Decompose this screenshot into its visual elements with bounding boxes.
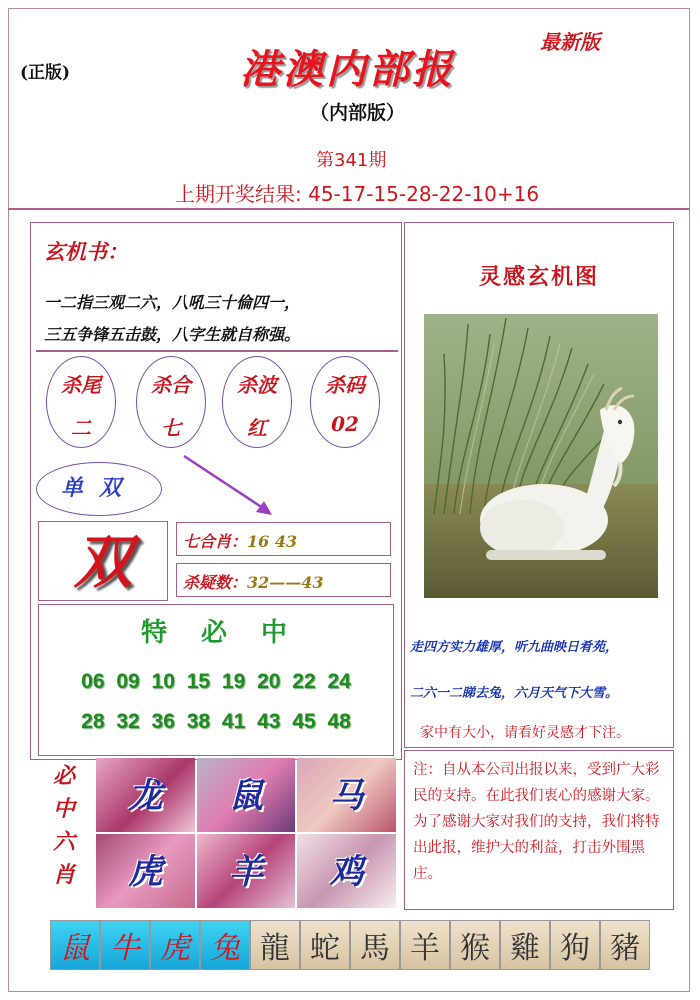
zodiac-cell — [197, 758, 296, 832]
zodiac-grid — [96, 758, 396, 908]
header-divider — [8, 208, 690, 210]
special-numbers-row-2: 28 32 36 38 41 43 45 48 — [81, 710, 351, 733]
xuanji-title: 玄机书： — [44, 239, 128, 264]
zodiac-char: 虎 — [128, 852, 163, 892]
xuanji-line-2: 三五争锋五击鼓，八字生就自称强。 — [44, 325, 301, 344]
zodiac-strip-cell: 狗 — [550, 920, 600, 970]
zodiac-char: 鼠 — [228, 776, 263, 816]
zodiac-side-char: 中 — [52, 796, 75, 822]
zodiac-strip-cell: 兔 — [200, 920, 250, 970]
zodiac-strip-cell: 猴 — [450, 920, 500, 970]
tip-value: 二 — [71, 416, 91, 440]
tip-label: 杀合 — [151, 373, 191, 397]
page-title: 港澳内部报 — [240, 46, 455, 93]
zodiac-char: 龙 — [128, 776, 163, 816]
zodiac-char: 羊 — [228, 852, 263, 892]
left-edition-label: (正版) — [20, 63, 71, 83]
zodiac-side-label — [44, 760, 84, 892]
zodiac-cell — [297, 834, 396, 908]
hint-line: 家中有大小，请看好灵感才下注。 — [420, 725, 630, 741]
tip-oval-wave — [222, 356, 292, 448]
tip-oval-combo — [136, 356, 206, 448]
zodiac-strip — [50, 920, 650, 970]
tip-value: 七 — [161, 416, 181, 440]
last-result-numbers: 45-17-15-28-22-10+16 — [308, 182, 540, 206]
verse-line-1: 走四方实力雄厚，听九曲映日肴苑， — [410, 640, 619, 655]
zodiac-strip-cell: 龍 — [250, 920, 300, 970]
zodiac-strip-cell: 蛇 — [300, 920, 350, 970]
tip-label: 杀波 — [237, 373, 277, 397]
page-subtitle: （内部版） — [310, 102, 406, 124]
suspect-value: 32——43 — [247, 573, 324, 592]
arrow-icon — [180, 452, 280, 522]
zodiac-char: 马 — [329, 776, 364, 816]
tip-label: 杀码 — [325, 373, 365, 397]
zodiac-cell — [197, 834, 296, 908]
zodiac-strip-cell: 牛 — [100, 920, 150, 970]
right-edition-label: 最新版 — [540, 30, 600, 54]
xuanji-line-1: 一二指三观二六，八吼三十倫四一， — [44, 293, 301, 312]
seven-combo-label: 七合肖： — [183, 532, 248, 551]
zodiac-strip-cell: 豬 — [600, 920, 650, 970]
seven-combo-value: 16 43 — [247, 532, 298, 551]
zodiac-side-char: 六 — [52, 829, 75, 855]
special-numbers-row-1: 06 09 10 15 19 20 22 24 — [81, 670, 351, 693]
special-title: 特必中 — [140, 618, 321, 648]
zodiac-side-char: 必 — [52, 763, 75, 789]
last-result-label: 上期开奖结果: — [175, 182, 302, 206]
zodiac-strip-cell: 鼠 — [50, 920, 100, 970]
big-char: 双 — [73, 528, 132, 596]
suspect-label: 杀疑数： — [183, 573, 248, 592]
zodiac-strip-cell: 虎 — [150, 920, 200, 970]
xuanji-divider — [36, 350, 398, 352]
zodiac-char: 鸡 — [329, 852, 364, 892]
picture-title: 灵感玄机图 — [478, 264, 599, 290]
tip-oval-code — [310, 356, 380, 448]
zodiac-cell — [297, 758, 396, 832]
suspect-pick — [176, 563, 391, 597]
goat-picture — [424, 314, 658, 598]
tip-oval-tail — [46, 356, 116, 448]
big-char-box — [38, 521, 168, 601]
notice-text: 注：自从本公司出报以来，受到广大彩民的支持。在此我们衷心的感谢大家。为了感谢大家对我们的支持，我们将特出此报，维护大的利益，打击外围黑庄。 — [404, 750, 674, 910]
zodiac-cell — [96, 758, 195, 832]
zodiac-strip-cell: 雞 — [500, 920, 550, 970]
zodiac-strip-cell: 羊 — [400, 920, 450, 970]
zodiac-cell — [96, 834, 195, 908]
tip-value: 红 — [247, 416, 267, 440]
tip-value: 02 — [331, 412, 359, 436]
odd-even-oval: 单双 — [36, 462, 162, 516]
seven-combo-pick — [176, 522, 391, 556]
zodiac-strip-cell: 馬 — [350, 920, 400, 970]
verse-line-2: 二六一二睇去兔，六月天气下大雪。 — [410, 686, 619, 701]
issue-number: 第341期 — [316, 150, 387, 171]
zodiac-side-char: 肖 — [52, 862, 75, 888]
last-result — [175, 178, 539, 207]
tip-label: 杀尾 — [61, 373, 101, 397]
